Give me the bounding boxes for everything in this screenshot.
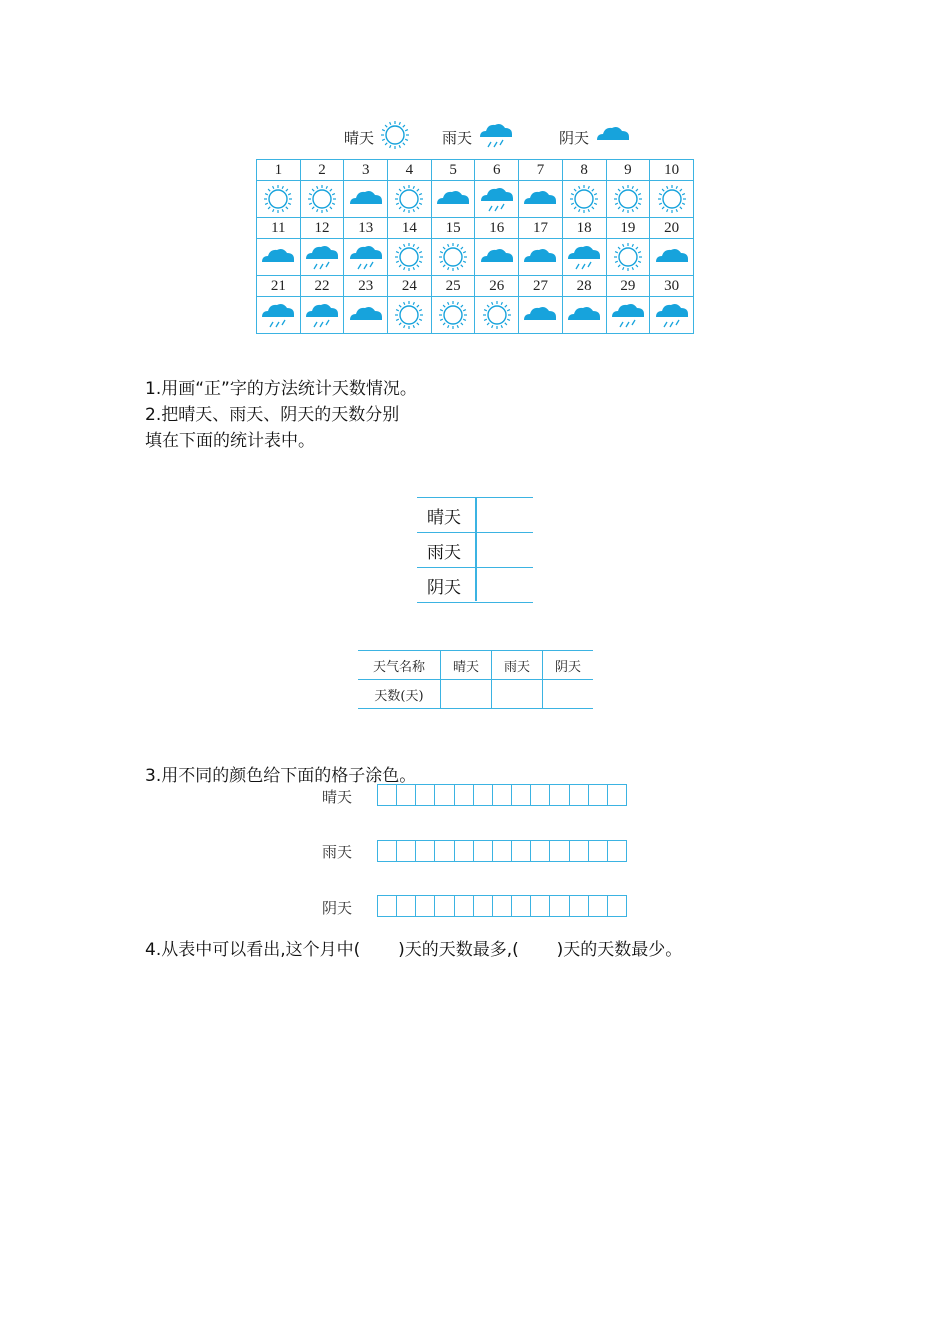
calendar-weather-cell: [650, 297, 694, 334]
color-cell[interactable]: [434, 896, 453, 916]
color-cell[interactable]: [530, 896, 549, 916]
cloud-icon: [595, 120, 631, 154]
color-cell[interactable]: [588, 896, 607, 916]
rain-cloud-icon: [478, 120, 514, 154]
color-cell[interactable]: [434, 785, 453, 805]
cloud-icon: [650, 244, 693, 270]
rain-cloud-icon: [607, 300, 650, 330]
calendar-weather-cell: [344, 297, 388, 334]
color-cell[interactable]: [454, 841, 473, 861]
legend-sunny: [344, 122, 410, 152]
calendar-weather-cell: [650, 239, 694, 276]
tally-label: 晴天: [427, 508, 461, 528]
color-cell[interactable]: [530, 841, 549, 861]
stats-header-cell: 阴天: [543, 651, 594, 680]
stats-header-cell: 晴天: [441, 651, 492, 680]
calendar-day-number: 28: [562, 276, 606, 297]
legend-rainy-label: 雨天: [442, 128, 473, 147]
sun-icon: [432, 300, 475, 330]
calendar-weather-cell: [519, 181, 563, 218]
legend-cloudy-label: 阴天: [559, 128, 590, 147]
calendar-day-number: 18: [562, 218, 606, 239]
calendar-day-number: 8: [562, 160, 606, 181]
tally-row: [417, 497, 533, 532]
calendar-weather-row: [257, 181, 694, 218]
calendar-day-number: 14: [388, 218, 432, 239]
cloud-icon: [257, 244, 300, 270]
question-1: 1.用画“正”字的方法统计天数情况。: [145, 379, 417, 399]
calendar-weather-cell: [300, 239, 344, 276]
cloud-icon: [475, 244, 518, 270]
color-bar-sunny: [377, 784, 627, 806]
calendar-weather-cell: [300, 297, 344, 334]
calendar-day-number: 27: [519, 276, 563, 297]
color-cell[interactable]: [569, 785, 588, 805]
calendar-day-number: 26: [475, 276, 519, 297]
calendar-day-number: 2: [300, 160, 344, 181]
color-cell[interactable]: [549, 896, 568, 916]
stats-input-cell[interactable]: [441, 680, 492, 709]
question-4: 4.从表中可以看出,这个月中( )天的天数最多,( )天的天数最少。: [145, 940, 683, 960]
weather-calendar: [256, 159, 694, 334]
sun-icon: [388, 242, 431, 272]
color-cell[interactable]: [434, 841, 453, 861]
color-cell[interactable]: [530, 785, 549, 805]
calendar-weather-cell: [606, 297, 650, 334]
calendar-day-number: 20: [650, 218, 694, 239]
calendar-weather-cell: [475, 181, 519, 218]
legend-rainy: [442, 122, 514, 152]
calendar-weather-cell: [431, 181, 475, 218]
color-cell[interactable]: [415, 785, 434, 805]
calendar-weather-cell: [519, 239, 563, 276]
calendar-weather-cell: [344, 181, 388, 218]
calendar-day-number: 10: [650, 160, 694, 181]
calendar-weather-cell: [519, 297, 563, 334]
color-cell[interactable]: [454, 896, 473, 916]
calendar-weather-cell: [431, 239, 475, 276]
calendar-day-number: 3: [344, 160, 388, 181]
color-cell[interactable]: [607, 841, 626, 861]
calendar-weather-cell: [257, 297, 301, 334]
calendar-day-number: 29: [606, 276, 650, 297]
color-cell[interactable]: [454, 785, 473, 805]
calendar-day-row: [257, 160, 694, 181]
stats-header-cell: 雨天: [492, 651, 543, 680]
cloud-icon: [563, 302, 606, 328]
cloud-icon: [344, 186, 387, 212]
rain-cloud-icon: [344, 242, 387, 272]
calendar-weather-cell: [257, 239, 301, 276]
bar-label-sunny: 晴天: [322, 788, 353, 806]
calendar-day-number: 13: [344, 218, 388, 239]
color-cell[interactable]: [588, 841, 607, 861]
color-cell[interactable]: [511, 841, 530, 861]
calendar-weather-row: [257, 297, 694, 334]
color-cell[interactable]: [473, 896, 492, 916]
rain-cloud-icon: [257, 300, 300, 330]
calendar-day-number: 12: [300, 218, 344, 239]
color-cell[interactable]: [396, 785, 415, 805]
sun-icon: [388, 300, 431, 330]
sun-icon: [257, 184, 300, 214]
calendar-weather-cell: [606, 239, 650, 276]
calendar-day-number: 16: [475, 218, 519, 239]
calendar-day-number: 24: [388, 276, 432, 297]
calendar-weather-cell: [257, 181, 301, 218]
calendar-day-number: 1: [257, 160, 301, 181]
sun-icon: [650, 184, 693, 214]
stats-table: [358, 650, 593, 709]
calendar-day-row: [257, 218, 694, 239]
sun-icon: [301, 184, 344, 214]
calendar-day-number: 11: [257, 218, 301, 239]
calendar-weather-cell: [388, 239, 432, 276]
question-2-line-1: 2.把晴天、雨天、阴天的天数分别: [145, 405, 400, 425]
stats-value-row: [358, 680, 593, 709]
calendar-weather-cell: [606, 181, 650, 218]
calendar-weather-cell: [562, 239, 606, 276]
calendar-day-number: 19: [606, 218, 650, 239]
color-cell[interactable]: [511, 896, 530, 916]
calendar-day-number: 17: [519, 218, 563, 239]
sun-icon: [607, 184, 650, 214]
stats-input-cell[interactable]: [492, 680, 543, 709]
question-3: 3.用不同的颜色给下面的格子涂色。: [145, 766, 417, 786]
calendar-day-number: 21: [257, 276, 301, 297]
sun-icon: [432, 242, 475, 272]
stats-input-cell[interactable]: [543, 680, 594, 709]
color-cell[interactable]: [549, 785, 568, 805]
calendar-weather-cell: [475, 239, 519, 276]
calendar-day-number: 30: [650, 276, 694, 297]
color-cell[interactable]: [396, 896, 415, 916]
tally-row: [417, 567, 533, 603]
calendar-weather-cell: [650, 181, 694, 218]
cloud-icon: [519, 302, 562, 328]
legend-cloudy: [559, 122, 631, 152]
color-cell[interactable]: [607, 785, 626, 805]
stats-header-cell: 天气名称: [358, 651, 441, 680]
color-bar-cloudy: [377, 895, 627, 917]
calendar-day-number: 25: [431, 276, 475, 297]
color-cell[interactable]: [415, 896, 434, 916]
rain-cloud-icon: [650, 300, 693, 330]
calendar-day-number: 5: [431, 160, 475, 181]
color-cell[interactable]: [492, 896, 511, 916]
color-cell[interactable]: [549, 841, 568, 861]
cloud-icon: [519, 186, 562, 212]
rain-cloud-icon: [301, 242, 344, 272]
tally-row: [417, 532, 533, 567]
calendar-weather-cell: [562, 181, 606, 218]
sun-icon: [607, 242, 650, 272]
cloud-icon: [432, 186, 475, 212]
color-cell[interactable]: [415, 841, 434, 861]
calendar-day-number: 7: [519, 160, 563, 181]
color-cell[interactable]: [492, 841, 511, 861]
color-cell[interactable]: [607, 896, 626, 916]
color-cell[interactable]: [588, 785, 607, 805]
tally-label: 阴天: [427, 578, 461, 598]
calendar-weather-cell: [344, 239, 388, 276]
color-cell[interactable]: [473, 785, 492, 805]
calendar-weather-cell: [562, 297, 606, 334]
color-cell[interactable]: [492, 785, 511, 805]
calendar-weather-cell: [475, 297, 519, 334]
color-cell[interactable]: [378, 841, 396, 861]
calendar-weather-cell: [388, 297, 432, 334]
bar-label-cloudy: 阴天: [322, 899, 353, 917]
color-bar-rainy: [377, 840, 627, 862]
tally-table: [417, 497, 533, 603]
calendar-day-number: 23: [344, 276, 388, 297]
calendar-weather-cell: [300, 181, 344, 218]
calendar-day-row: [257, 276, 694, 297]
calendar-weather-cell: [431, 297, 475, 334]
tally-label: 雨天: [427, 543, 461, 563]
calendar-day-number: 22: [300, 276, 344, 297]
color-cell[interactable]: [569, 896, 588, 916]
stats-header-row: [358, 651, 593, 680]
color-cell[interactable]: [569, 841, 588, 861]
color-cell[interactable]: [378, 785, 396, 805]
question-2-line-2: 填在下面的统计表中。: [145, 431, 315, 451]
color-cell[interactable]: [378, 896, 396, 916]
calendar-day-number: 15: [431, 218, 475, 239]
cloud-icon: [519, 244, 562, 270]
rain-cloud-icon: [301, 300, 344, 330]
color-cell[interactable]: [396, 841, 415, 861]
calendar-weather-row: [257, 239, 694, 276]
sun-icon: [388, 184, 431, 214]
sun-icon: [380, 120, 410, 154]
legend-sunny-label: 晴天: [344, 128, 375, 147]
rain-cloud-icon: [475, 184, 518, 214]
cloud-icon: [344, 302, 387, 328]
rain-cloud-icon: [563, 242, 606, 272]
color-cell[interactable]: [511, 785, 530, 805]
calendar-weather-cell: [388, 181, 432, 218]
sun-icon: [563, 184, 606, 214]
calendar-day-number: 4: [388, 160, 432, 181]
calendar-day-number: 9: [606, 160, 650, 181]
color-cell[interactable]: [473, 841, 492, 861]
stats-row-label: 天数(天): [358, 680, 441, 709]
sun-icon: [475, 300, 518, 330]
bar-label-rainy: 雨天: [322, 843, 353, 861]
calendar-day-number: 6: [475, 160, 519, 181]
